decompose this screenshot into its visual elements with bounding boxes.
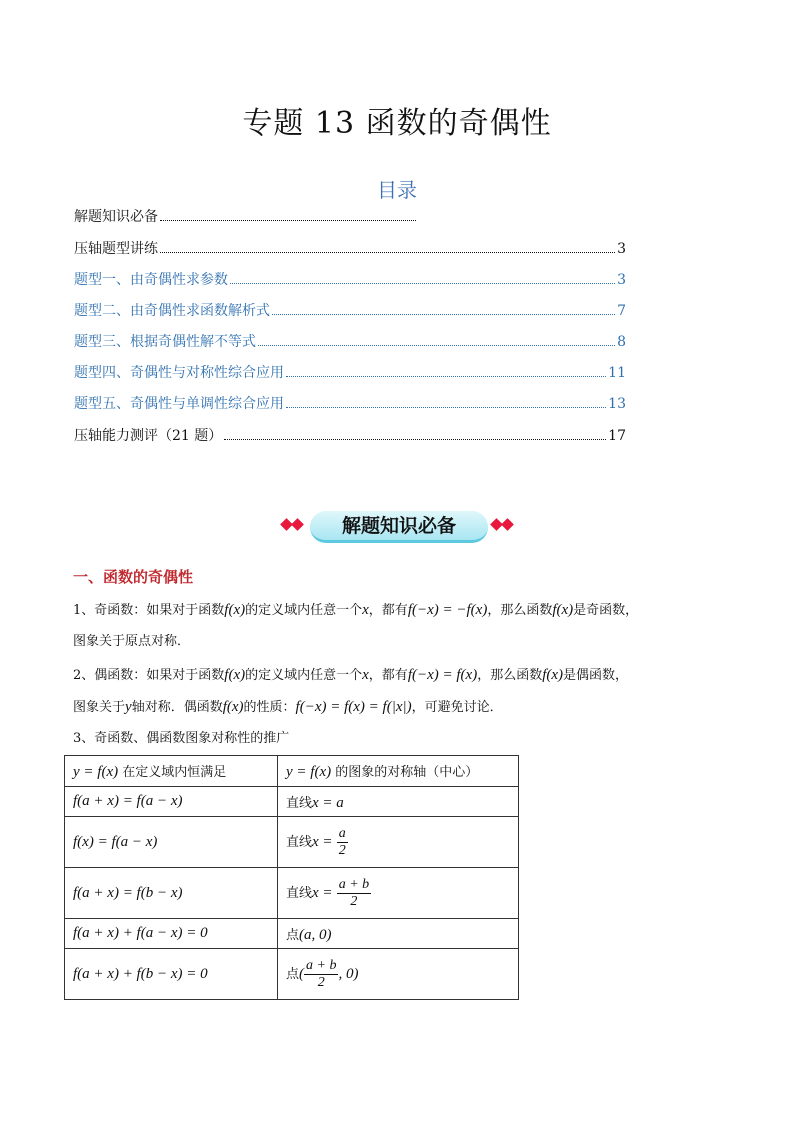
banner-label: 解题知识必备 bbox=[310, 511, 488, 543]
table-header-cell: y = f(x) 在定义域内恒满足 bbox=[65, 756, 278, 787]
diamond-icon bbox=[501, 518, 514, 531]
toc-item[interactable] bbox=[74, 206, 418, 228]
condition-cell: f(a + x) + f(b − x) = 0 bbox=[65, 949, 278, 1000]
toc-leader bbox=[258, 344, 615, 346]
toc-item-label: 题型五、奇偶性与单调性综合应用 bbox=[74, 396, 284, 412]
toc-item-label: 解题知识必备 bbox=[74, 209, 158, 225]
toc-page-number: 7 bbox=[617, 303, 626, 319]
diamond-icon bbox=[291, 518, 304, 531]
toc-item[interactable] bbox=[74, 269, 626, 291]
toc-page-number: 17 bbox=[608, 428, 626, 444]
toc-leader bbox=[160, 219, 416, 221]
toc-leader bbox=[230, 282, 615, 284]
toc-item-label: 题型二、由奇偶性求函数解析式 bbox=[74, 303, 270, 319]
toc-leader bbox=[286, 406, 606, 408]
condition-cell: f(x) = f(a − x) bbox=[65, 817, 278, 868]
toc-item-label: 压轴题型讲练 bbox=[74, 241, 158, 257]
toc-item[interactable] bbox=[74, 238, 626, 260]
toc-item[interactable] bbox=[74, 425, 626, 447]
toc-heading: 目录 bbox=[377, 178, 417, 202]
toc-page-number: 3 bbox=[617, 272, 626, 288]
toc-page-number: 11 bbox=[608, 365, 626, 381]
table-header-cell: y = f(x) 的图象的对称轴（中心） bbox=[278, 756, 519, 787]
condition-cell: f(a + x) = f(b − x) bbox=[65, 868, 278, 919]
table-row bbox=[65, 949, 519, 1000]
toc-leader bbox=[272, 313, 615, 315]
toc-page-number: 8 bbox=[617, 334, 626, 350]
condition-cell: f(a + x) = f(a − x) bbox=[65, 787, 278, 817]
toc-leader bbox=[160, 251, 615, 253]
toc-item-label: 题型三、根据奇偶性解不等式 bbox=[74, 334, 256, 350]
symmetry-cell: 直线x = $\frac{a}{2}$ bbox=[278, 817, 519, 868]
page-title: 专题 13 函数的奇偶性 bbox=[242, 106, 552, 141]
toc-item[interactable] bbox=[74, 300, 626, 322]
table-row bbox=[65, 919, 519, 949]
toc-leader bbox=[286, 375, 606, 377]
symmetry-cell: 点(a, 0) bbox=[278, 919, 519, 949]
toc-item[interactable] bbox=[74, 362, 626, 384]
toc-leader bbox=[224, 438, 606, 440]
toc-item-label: 题型一、由奇偶性求参数 bbox=[74, 272, 228, 288]
even-function-property: 图象关于y轴对称．偶函数f(x)的性质：f(−x) = f(x) = f(|x|)，可避免讨论． bbox=[73, 699, 503, 715]
toc-item-label: 题型四、奇偶性与对称性综合应用 bbox=[74, 365, 284, 381]
symmetry-cell: 点( $\frac{a + b}{2}$ , 0) bbox=[278, 949, 519, 1000]
odd-function-definition: 1、奇函数：如果对于函数f(x)的定义域内任意一个x，都有f(−x) = −f(x)，那么函数f(x)是奇函数， bbox=[73, 602, 639, 618]
symmetry-cell: 直线x = $\frac{a + b}{2}$ bbox=[278, 868, 519, 919]
table-header-row bbox=[65, 756, 519, 787]
section-heading: 一、函数的奇偶性 bbox=[73, 568, 194, 586]
section-banner bbox=[280, 509, 514, 545]
toc-item[interactable] bbox=[74, 331, 626, 353]
toc-item[interactable] bbox=[74, 393, 626, 415]
table-row bbox=[65, 817, 519, 868]
toc-page-number: 3 bbox=[617, 241, 626, 257]
table-row bbox=[65, 787, 519, 817]
symmetry-table bbox=[64, 755, 519, 1000]
condition-cell: f(a + x) + f(a − x) = 0 bbox=[65, 919, 278, 949]
odd-function-symmetry: 图象关于原点对称． bbox=[73, 634, 191, 649]
toc-item-label: 压轴能力测评（21 题） bbox=[74, 428, 223, 444]
even-function-definition: 2、偶函数：如果对于函数f(x)的定义域内任意一个x，都有f(−x) = f(x)，那么函数f(x)是偶函数， bbox=[73, 667, 629, 683]
table-row bbox=[65, 868, 519, 919]
symmetry-generalization-heading: 3、奇函数、偶函数图象对称性的推广 bbox=[73, 731, 290, 746]
toc-page-number: 13 bbox=[608, 396, 626, 412]
symmetry-cell: 直线x = a bbox=[278, 787, 519, 817]
